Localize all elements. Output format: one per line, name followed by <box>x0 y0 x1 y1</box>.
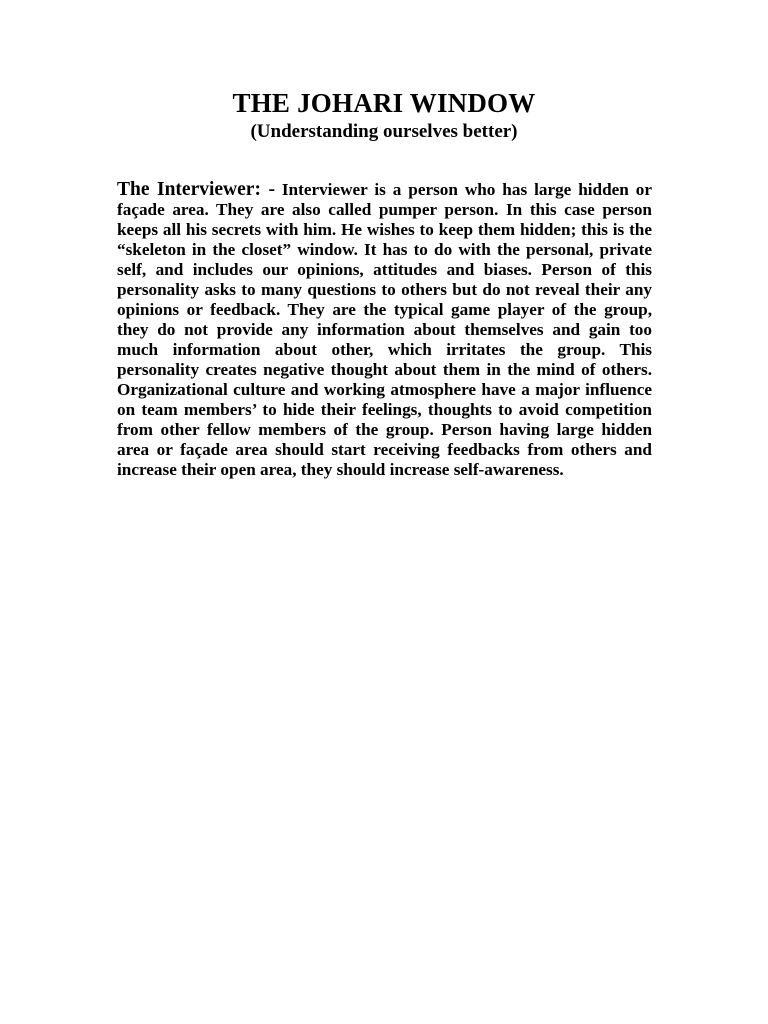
page-subtitle: (Understanding ourselves better) <box>250 121 518 142</box>
section-heading: The Interviewer: - <box>117 179 275 200</box>
interviewer-paragraph <box>117 180 652 480</box>
page-title: THE JOHARI WINDOW <box>232 88 536 118</box>
section-body-text: Interviewer is a person who has large hidden or façade area. They are also called pumper person. In this case person keeps all his secrets with him. He wishes to keep them hidden; this is the “skeleton in the closet” window. It has to do with the personal, private self, and includes our opinions, attitudes and biases. Person of this personality asks to many questions to others but do not reveal their any opinions or feedback. They are the typical game player of the group, they do not provide any information about themselves and gain too much information about other, which irritates the group. This personality creates negative thought about them in the mind of others. Organizational culture and working atmosphere have a major influence on team members’ to hide their feelings, thoughts to avoid competition from other fellow members of the group. Person having large hidden area or façade area should start receiving feedbacks from others and increase their open area, they should increase self-awareness. <box>117 180 652 479</box>
